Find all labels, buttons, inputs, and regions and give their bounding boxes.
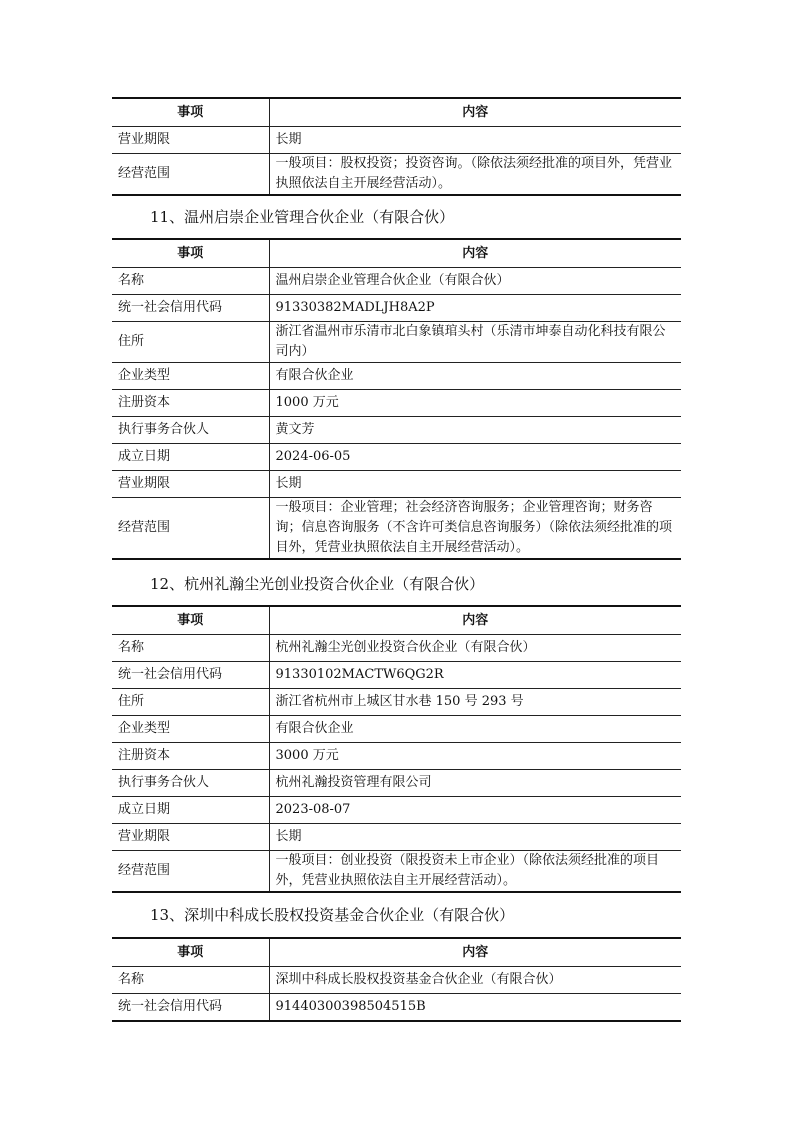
row-label: 企业类型: [112, 716, 269, 743]
table-row: [112, 689, 681, 716]
row-value: 一般项目：企业管理；社会经济咨询服务；企业管理咨询；财务咨询；信息咨询服务（不含许可类信息咨询服务）（除依法须经批准的项目外，凭营业执照依法自主开展经营活动）。: [269, 498, 681, 560]
header-item: 事项: [112, 239, 269, 268]
table-row: [112, 444, 681, 471]
row-value: 温州启崇企业管理合伙企业（有限合伙）: [269, 268, 681, 295]
row-value: 浙江省杭州市上城区甘水巷 150 号 293 号: [269, 689, 681, 716]
row-label: 住所: [112, 689, 269, 716]
row-label: 名称: [112, 635, 269, 662]
table-header-row: [112, 239, 681, 268]
row-label: 经营范围: [112, 498, 269, 560]
table-header-row: [112, 938, 681, 967]
row-label: 营业期限: [112, 127, 269, 154]
table-row: [112, 851, 681, 893]
header-content: 内容: [269, 239, 681, 268]
row-value: 91440300398504515B: [269, 994, 681, 1022]
row-value: 深圳中科成长股权投资基金合伙企业（有限合伙）: [269, 967, 681, 994]
table-row: [112, 967, 681, 994]
row-value: 有限合伙企业: [269, 716, 681, 743]
header-content: 内容: [269, 98, 681, 127]
row-value: 2023-08-07: [269, 797, 681, 824]
header-item: 事项: [112, 938, 269, 967]
table-section11: [112, 238, 681, 560]
table-row: [112, 154, 681, 196]
row-value: 长期: [269, 471, 681, 498]
table-row: [112, 127, 681, 154]
section-title-11: 11、温州启崇企业管理合伙企业（有限合伙）: [150, 208, 455, 226]
row-label: 名称: [112, 967, 269, 994]
row-label: 统一社会信用代码: [112, 295, 269, 322]
table-row: [112, 994, 681, 1022]
row-value: 浙江省温州市乐清市北白象镇琯头村（乐清市坤泰自动化科技有限公司内）: [269, 322, 681, 363]
row-label: 执行事务合伙人: [112, 770, 269, 797]
row-label: 注册资本: [112, 743, 269, 770]
table-row: [112, 797, 681, 824]
header-item: 事项: [112, 606, 269, 635]
row-value: 一般项目：股权投资；投资咨询。（除依法须经批准的项目外，凭营业执照依法自主开展经营活动）。: [269, 154, 681, 196]
header-content: 内容: [269, 938, 681, 967]
table-row: [112, 322, 681, 363]
row-label: 经营范围: [112, 851, 269, 893]
table-row: [112, 417, 681, 444]
row-value: 一般项目：创业投资（限投资未上市企业）（除依法须经批准的项目外，凭营业执照依法自主开展经营活动）。: [269, 851, 681, 893]
table-section10-continued: [112, 97, 681, 196]
row-value: 长期: [269, 127, 681, 154]
table-section12: [112, 605, 681, 893]
table-row: [112, 268, 681, 295]
row-label: 营业期限: [112, 824, 269, 851]
table-row: [112, 635, 681, 662]
row-value: 3000 万元: [269, 743, 681, 770]
row-label: 名称: [112, 268, 269, 295]
row-value: 杭州礼瀚尘光创业投资合伙企业（有限合伙）: [269, 635, 681, 662]
row-label: 成立日期: [112, 797, 269, 824]
table-row: [112, 770, 681, 797]
row-label: 成立日期: [112, 444, 269, 471]
row-value: 1000 万元: [269, 390, 681, 417]
header-content: 内容: [269, 606, 681, 635]
table-row: [112, 363, 681, 390]
section-title-12: 12、杭州礼瀚尘光创业投资合伙企业（有限合伙）: [150, 575, 485, 593]
row-value: 杭州礼瀚投资管理有限公司: [269, 770, 681, 797]
row-value: 长期: [269, 824, 681, 851]
table-row: [112, 824, 681, 851]
section-title-13: 13、深圳中科成长股权投资基金合伙企业（有限合伙）: [150, 906, 515, 924]
row-label: 统一社会信用代码: [112, 662, 269, 689]
row-value: 91330382MADLJH8A2P: [269, 295, 681, 322]
header-item: 事项: [112, 98, 269, 127]
table-row: [112, 471, 681, 498]
table-row: [112, 295, 681, 322]
row-label: 注册资本: [112, 390, 269, 417]
row-label: 统一社会信用代码: [112, 994, 269, 1022]
table-row: [112, 743, 681, 770]
row-label: 经营范围: [112, 154, 269, 196]
row-value: 2024-06-05: [269, 444, 681, 471]
table-header-row: [112, 98, 681, 127]
row-label: 执行事务合伙人: [112, 417, 269, 444]
table-row: [112, 662, 681, 689]
table-header-row: [112, 606, 681, 635]
row-value: 91330102MACTW6QG2R: [269, 662, 681, 689]
table-row: [112, 498, 681, 560]
row-value: 有限合伙企业: [269, 363, 681, 390]
row-label: 住所: [112, 322, 269, 363]
table-row: [112, 390, 681, 417]
row-value: 黄文芳: [269, 417, 681, 444]
row-label: 营业期限: [112, 471, 269, 498]
table-section13: [112, 937, 681, 1022]
table-row: [112, 716, 681, 743]
row-label: 企业类型: [112, 363, 269, 390]
